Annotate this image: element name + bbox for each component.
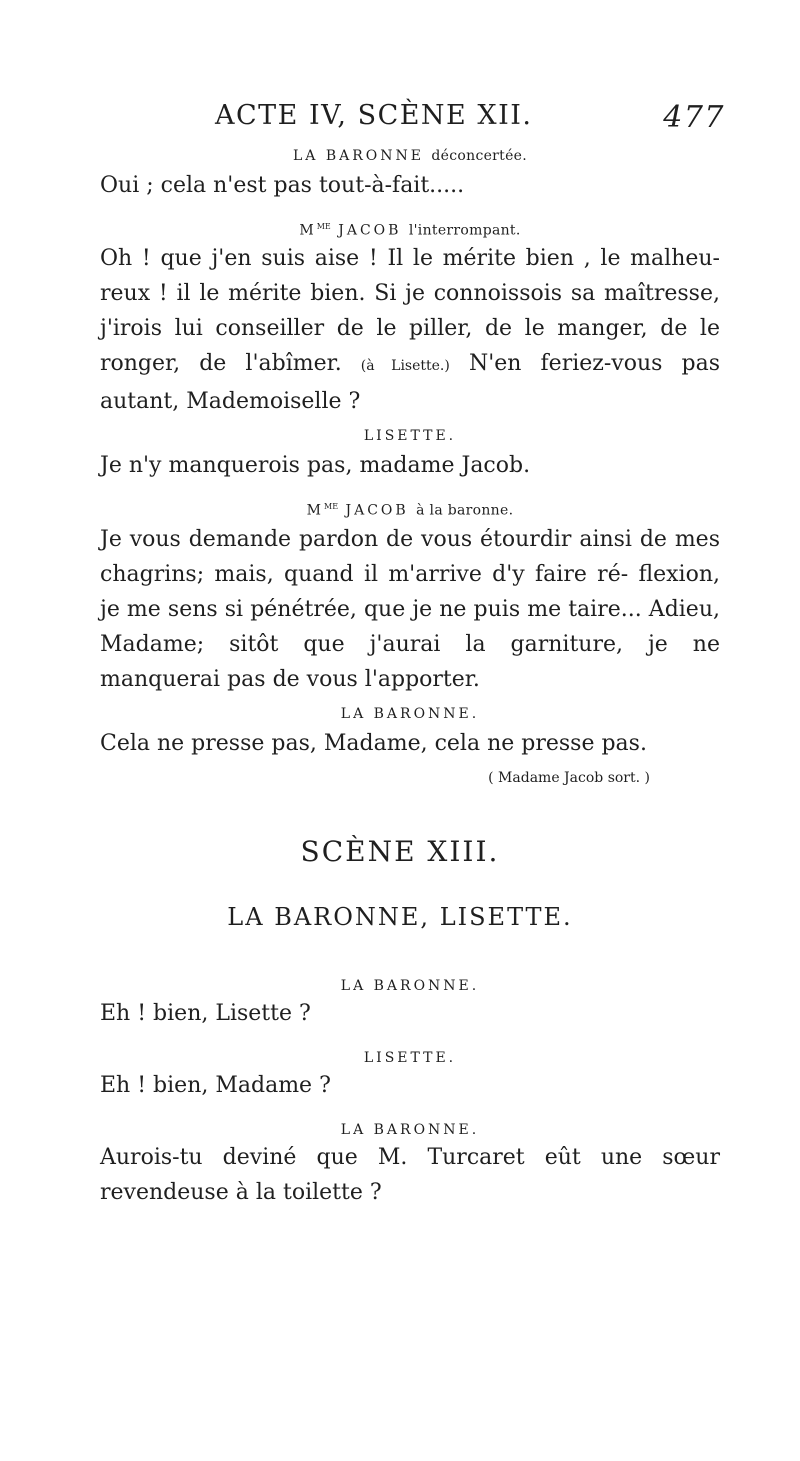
speech: Oui ; cela n'est pas tout-à-fait.....: [100, 173, 465, 198]
speech-text: Oh ! que j'en suis aise ! Il le mérite bien , le malheu- reux ! il le mérite bien. Si je connoissois sa maîtresse, j'irois lui conseiller de le piller, de le manger, de le ronger, de l'abîmer.: [100, 246, 720, 376]
speaker-line: [100, 148, 720, 164]
speaker-prefix: M: [299, 222, 317, 239]
scene-cast: LA BARONNE, LISETTE.: [227, 903, 573, 931]
speaker-sup: ME: [316, 222, 331, 231]
speaker-line: [100, 428, 720, 444]
speaker-line: [100, 222, 720, 239]
speech: Aurois-tu deviné que M. Turcaret eût une sœur revendeuse à la toilette ?: [100, 1145, 720, 1205]
speech-text: N'en feriez-vous pas autant, Mademoiselle ?: [100, 351, 720, 414]
speaker-name: LA BARONNE.: [340, 706, 480, 722]
page-number: 477: [663, 100, 725, 135]
speaker-name: JACOB: [345, 502, 409, 519]
speaker-direction: à la baronne.: [416, 502, 514, 519]
speech: [100, 241, 720, 419]
speech: Eh ! bien, Lisette ?: [100, 1001, 311, 1026]
speaker-sup: ME: [324, 502, 339, 511]
speaker-line: [100, 706, 720, 722]
speaker-name: JACOB: [338, 222, 402, 239]
running-title: ACTE IV, SCÈNE XII.: [215, 100, 533, 131]
speaker-name: LISETTE.: [363, 1050, 457, 1066]
running-header: [215, 100, 725, 135]
speaker-prefix: M: [306, 502, 325, 519]
stage-direction: ( Madame Jacob sort. ): [488, 770, 650, 786]
scene-title: SCÈNE XIII.: [300, 835, 500, 868]
inline-direction: (à Lisette.): [360, 358, 450, 374]
speaker-direction: déconcertée.: [431, 148, 528, 164]
speech: Eh ! bien, Madame ?: [100, 1073, 331, 1098]
speaker-name: LA BARONNE: [292, 148, 424, 164]
speaker-direction: l'interrompant.: [408, 222, 521, 239]
speaker-line: [100, 978, 720, 994]
speech: Je n'y manquerois pas, madame Jacob.: [100, 453, 531, 478]
speaker-line: [100, 1050, 720, 1066]
speech: Je vous demande pardon de vous étourdir ainsi de mes chagrins; mais, quand il m'arrive d'y faire ré- flexion, je me sens si pénétrée, que je ne puis me taire... Adieu, Madame; sitôt que j'aurai la garniture, je ne manquerai pas de vous l'apporter.: [100, 527, 720, 692]
speech: Cela ne presse pas, Madame, cela ne presse pas.: [100, 731, 647, 756]
speaker-name: LA BARONNE.: [340, 978, 480, 994]
speaker-line: [100, 502, 720, 519]
speaker-name: LA BARONNE.: [340, 1122, 480, 1138]
speaker-name: LISETTE.: [363, 428, 457, 444]
speaker-line: [100, 1122, 720, 1138]
